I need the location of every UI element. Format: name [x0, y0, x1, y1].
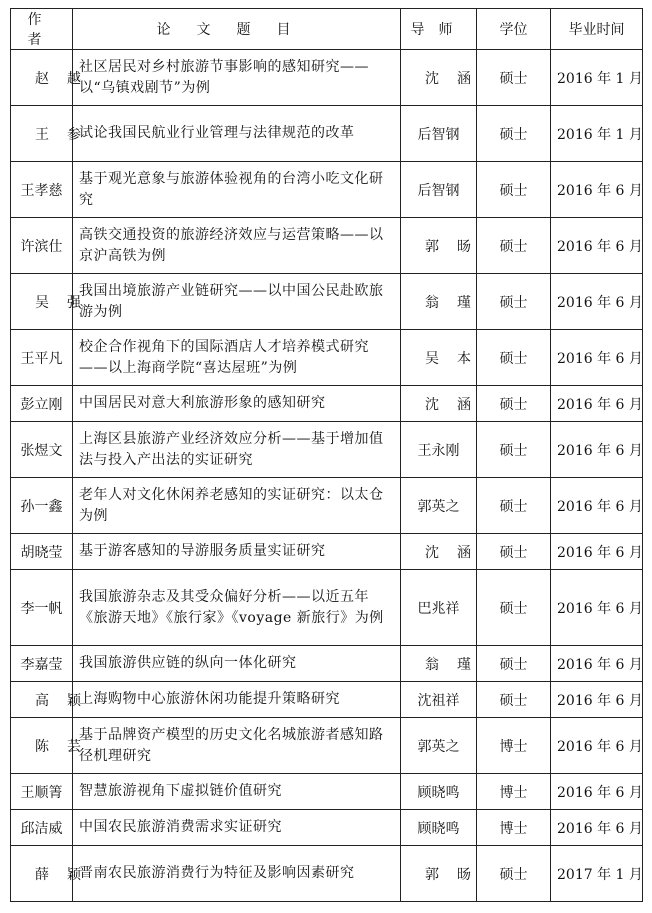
title-cell: 试论我国民航业行业管理与法律规范的改革 [73, 106, 401, 162]
degree-cell: 硕士 [477, 386, 551, 422]
title-cell: 上海购物中心旅游休闲功能提升策略研究 [73, 682, 401, 718]
table-row [11, 646, 643, 682]
title-cell: 智慧旅游视角下虚拟链价值研究 [73, 774, 401, 810]
date-cell: 2016 年 6 月 [551, 646, 643, 682]
advisor-cell: 后智钢 [401, 106, 477, 162]
author-cell: 王平凡 [11, 330, 73, 386]
table-row [11, 162, 643, 218]
degree-cell: 博士 [477, 810, 551, 846]
header-degree: 学位 [477, 9, 551, 50]
degree-cell: 硕士 [477, 422, 551, 478]
header-author: 作者 [11, 9, 73, 50]
author-cell: 李嘉莹 [11, 646, 73, 682]
advisor-cell: 沈祖祥 [401, 682, 477, 718]
table-row [11, 534, 643, 570]
header-row [11, 9, 643, 50]
table-row [11, 50, 643, 106]
author-cell: 胡晓莹 [11, 534, 73, 570]
author-cell: 许滨仕 [11, 218, 73, 274]
date-cell: 2016 年 6 月 [551, 570, 643, 646]
table-row [11, 218, 643, 274]
degree-cell: 硕士 [477, 162, 551, 218]
table-row [11, 478, 643, 534]
author-cell: 王顺箐 [11, 774, 73, 810]
date-cell: 2016 年 6 月 [551, 718, 643, 774]
title-cell: 中国居民对意大利旅游形象的感知研究 [73, 386, 401, 422]
header-advisor: 导师 [401, 9, 477, 50]
degree-cell: 硕士 [477, 50, 551, 106]
title-cell: 我国旅游供应链的纵向一体化研究 [73, 646, 401, 682]
title-cell: 高铁交通投资的旅游经济效应与运营策略——以京沪高铁为例 [73, 218, 401, 274]
title-cell: 校企合作视角下的国际酒店人才培养模式研究——以上海商学院“喜达屋班”为例 [73, 330, 401, 386]
title-cell: 老年人对文化休闲养老感知的实证研究：以太仓为例 [73, 478, 401, 534]
table-row [11, 810, 643, 846]
author-cell: 彭立刚 [11, 386, 73, 422]
author-cell: 高颖 [11, 682, 73, 718]
table-row [11, 274, 643, 330]
advisor-cell: 翁瑾 [401, 274, 477, 330]
degree-cell: 硕士 [477, 274, 551, 330]
date-cell: 2016 年 6 月 [551, 682, 643, 718]
advisor-cell: 郭英之 [401, 478, 477, 534]
degree-cell: 硕士 [477, 846, 551, 902]
date-cell: 2016 年 6 月 [551, 330, 643, 386]
title-cell: 基于品牌资产模型的历史文化名城旅游者感知路径机理研究 [73, 718, 401, 774]
date-cell: 2016 年 6 月 [551, 422, 643, 478]
author-cell: 邱洁威 [11, 810, 73, 846]
title-cell: 中国农民旅游消费需求实证研究 [73, 810, 401, 846]
date-cell: 2016 年 1 月 [551, 50, 643, 106]
degree-cell: 硕士 [477, 534, 551, 570]
table-row [11, 330, 643, 386]
title-cell: 我国出境旅游产业链研究——以中国公民赴欧旅游为例 [73, 274, 401, 330]
header-date: 毕业时间 [551, 9, 643, 50]
author-cell: 陈芸 [11, 718, 73, 774]
date-cell: 2016 年 6 月 [551, 274, 643, 330]
author-cell: 张煜文 [11, 422, 73, 478]
advisor-cell: 后智钢 [401, 162, 477, 218]
table-row [11, 774, 643, 810]
advisor-cell: 沈涵 [401, 50, 477, 106]
title-cell: 晋南农民旅游消费行为特征及影响因素研究 [73, 846, 401, 902]
date-cell: 2017 年 1 月 [551, 846, 643, 902]
advisor-cell: 郭旸 [401, 846, 477, 902]
advisor-cell: 王永刚 [401, 422, 477, 478]
degree-cell: 博士 [477, 774, 551, 810]
date-cell: 2016 年 6 月 [551, 534, 643, 570]
table-row [11, 570, 643, 646]
degree-cell: 硕士 [477, 218, 551, 274]
date-cell: 2016 年 6 月 [551, 162, 643, 218]
date-cell: 2016 年 6 月 [551, 386, 643, 422]
title-cell: 上海区县旅游产业经济效应分析——基于增加值法与投入产出法的实证研究 [73, 422, 401, 478]
author-cell: 薛颖 [11, 846, 73, 902]
date-cell: 2016 年 6 月 [551, 810, 643, 846]
advisor-cell: 吴本 [401, 330, 477, 386]
date-cell: 2016 年 6 月 [551, 218, 643, 274]
advisor-cell: 翁瑾 [401, 646, 477, 682]
degree-cell: 硕士 [477, 570, 551, 646]
title-cell: 我国旅游杂志及其受众偏好分析——以近五年《旅游天地》《旅行家》《voyage 新旅行》为例 [73, 570, 401, 646]
degree-cell: 硕士 [477, 478, 551, 534]
author-cell: 赵越 [11, 50, 73, 106]
date-cell: 2016 年 1 月 [551, 106, 643, 162]
thesis-table [10, 8, 643, 902]
advisor-cell: 郭英之 [401, 718, 477, 774]
author-cell: 王孝慈 [11, 162, 73, 218]
author-cell: 孙一鑫 [11, 478, 73, 534]
degree-cell: 博士 [477, 718, 551, 774]
table-row [11, 846, 643, 902]
date-cell: 2016 年 6 月 [551, 478, 643, 534]
table-row [11, 682, 643, 718]
title-cell: 社区居民对乡村旅游节事影响的感知研究——以“乌镇戏剧节”为例 [73, 50, 401, 106]
advisor-cell: 沈涵 [401, 534, 477, 570]
advisor-cell: 巴兆祥 [401, 570, 477, 646]
degree-cell: 硕士 [477, 646, 551, 682]
author-cell: 李一帆 [11, 570, 73, 646]
advisor-cell: 沈涵 [401, 386, 477, 422]
table-row [11, 422, 643, 478]
table-row [11, 718, 643, 774]
title-cell: 基于观光意象与旅游体验视角的台湾小吃文化研究 [73, 162, 401, 218]
header-title: 论文题目 [73, 9, 401, 50]
author-cell: 吴强 [11, 274, 73, 330]
date-cell: 2016 年 6 月 [551, 774, 643, 810]
advisor-cell: 顾晓鸣 [401, 774, 477, 810]
advisor-cell: 顾晓鸣 [401, 810, 477, 846]
degree-cell: 硕士 [477, 106, 551, 162]
table-row [11, 386, 643, 422]
author-cell: 王参 [11, 106, 73, 162]
degree-cell: 硕士 [477, 330, 551, 386]
title-cell: 基于游客感知的导游服务质量实证研究 [73, 534, 401, 570]
table-body [11, 50, 643, 902]
degree-cell: 硕士 [477, 682, 551, 718]
table-row [11, 106, 643, 162]
advisor-cell: 郭旸 [401, 218, 477, 274]
